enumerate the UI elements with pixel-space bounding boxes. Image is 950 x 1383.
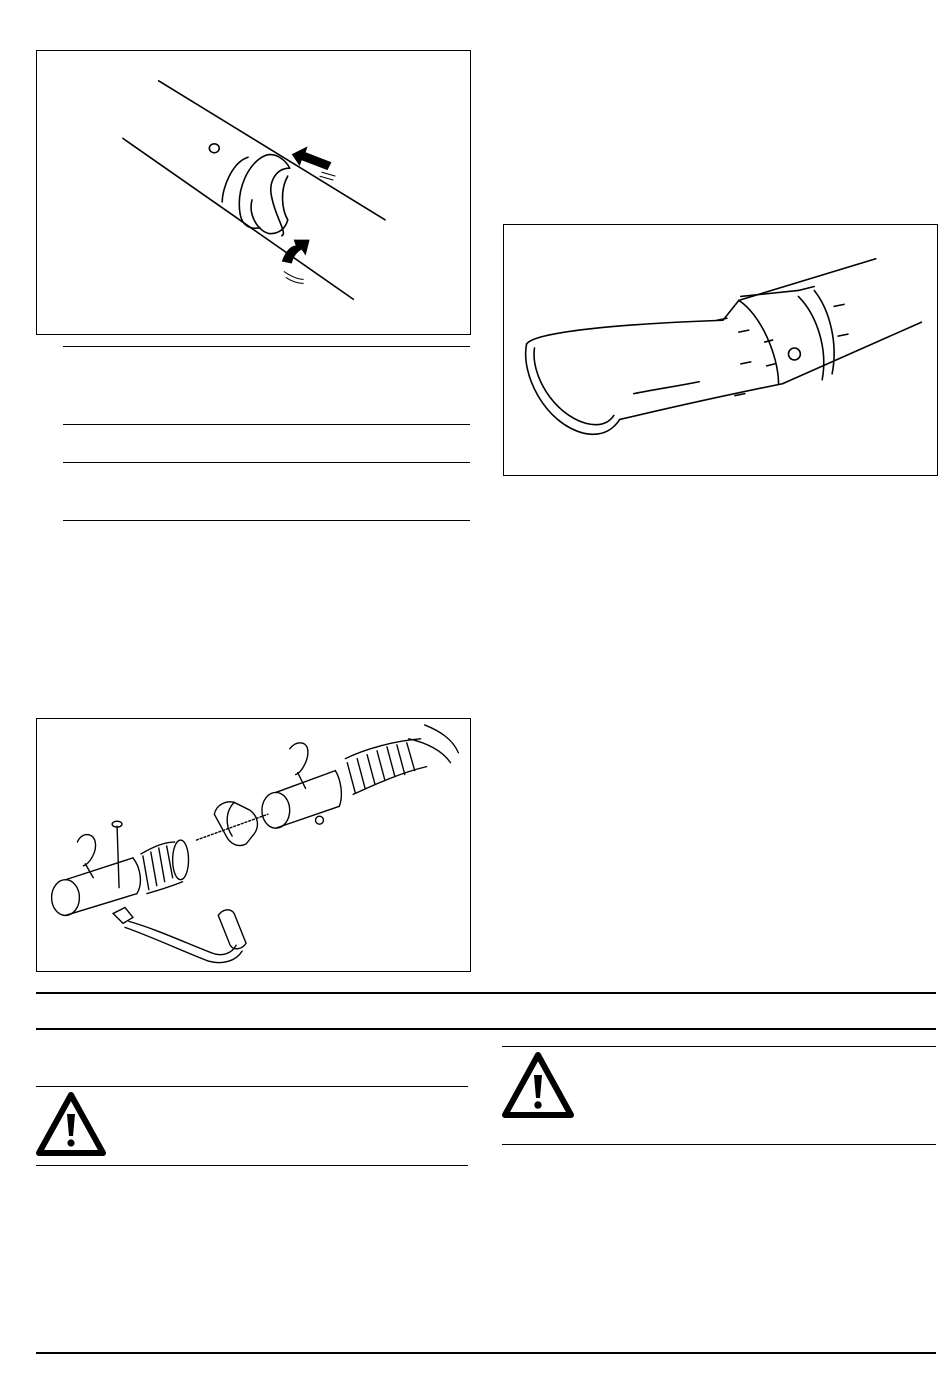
hose-assembly-figure — [36, 718, 471, 972]
hose-assembly-drawing — [37, 719, 470, 971]
divider — [63, 424, 470, 425]
divider — [63, 462, 470, 463]
warning-rule-bottom — [36, 1165, 468, 1166]
warning-rule-top — [36, 1086, 468, 1087]
arrow-icon — [282, 240, 310, 284]
divider — [63, 346, 470, 347]
warning-rule-top — [502, 1046, 936, 1047]
flat-nozzle-figure — [503, 224, 938, 476]
divider — [63, 520, 470, 521]
warning-triangle-icon — [502, 1052, 574, 1118]
warning-rule-bottom — [502, 1144, 936, 1145]
flat-nozzle-drawing — [504, 225, 937, 475]
warning-triangle-icon — [36, 1092, 106, 1156]
section-rule — [36, 992, 936, 994]
tube-clip-drawing — [37, 51, 470, 334]
footer-rule — [36, 1352, 936, 1354]
tube-clip-figure — [36, 50, 471, 335]
section-rule — [36, 1028, 936, 1030]
